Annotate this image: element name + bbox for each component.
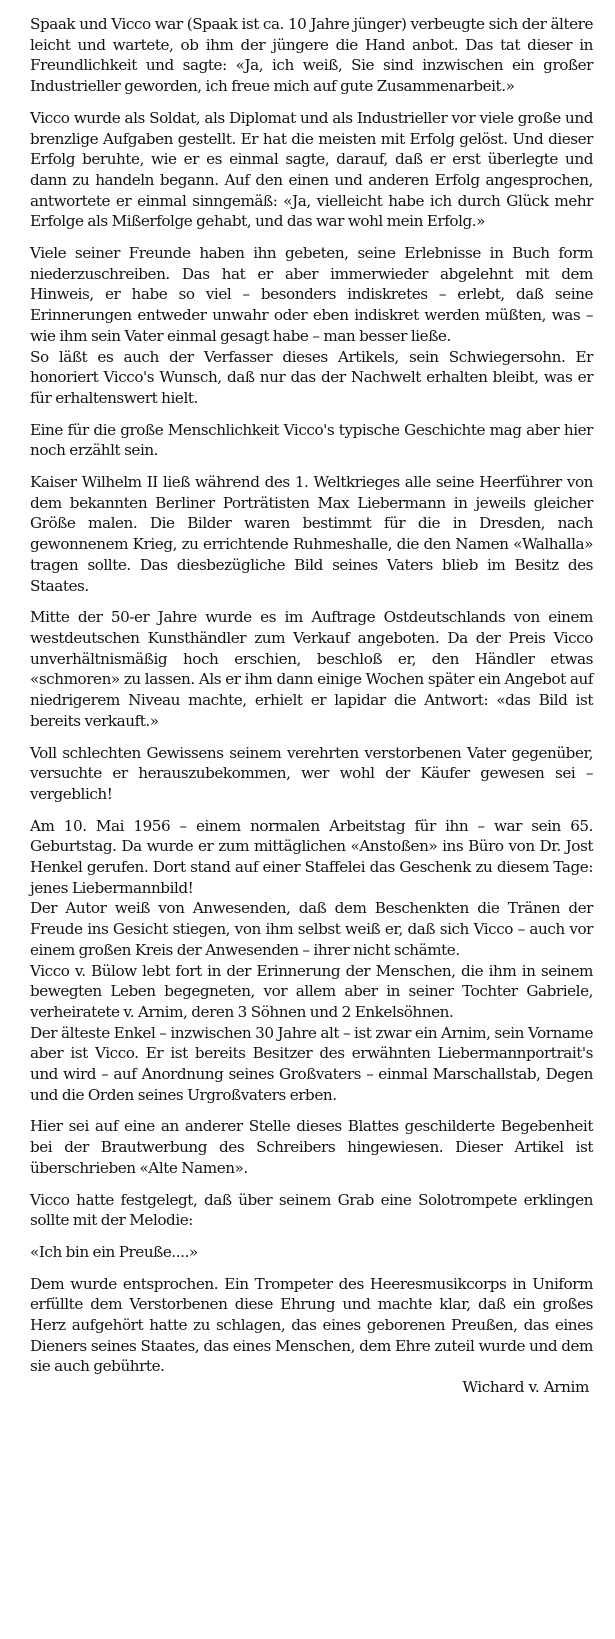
author-signature: Wichard v. Arnim xyxy=(462,1378,589,1397)
paragraph-tears-of-joy: Der Autor weiß von Anwesenden, daß dem Beschenkten die Tränen der Freude ins Gesicht stiegen, von ihm selbst weiß er, daß sich Vicco – auch vor einem großen Kreis der Anwesenden – ihrer nicht schämte. xyxy=(30,899,593,959)
paragraph-kaiser-wilhelm: Kaiser Wilhelm II ließ während des 1. Weltkrieges alle seine Heerführer von dem bekannten Berliner Porträtisten Max Liebermann in jeweils gleicher Größe malen. Die Bilder waren bestimmt für die in Dresden, nach gewonnenem Krieg, zu errichtende Ruhmeshalle, die den Namen «Walhalla» tragen sollte. Das diesbezügliche Bild seines Vaters blieb im Besitz des Staates. xyxy=(30,473,593,595)
paragraph-melody-quote: «Ich bin ein Preuße....» xyxy=(30,1242,198,1261)
paragraph-memoirs-request: Viele seiner Freunde haben ihn gebeten, seine Erlebnisse in Buch form niederzuschreiben. Das hat er aber immerwieder abgelehnt mit dem Hinweis, er habe so viel – besonders indiskretes – erlebt, daß seine Erinnerungen entweder unwahr oder eben indiskret werden müßten, was – wie ihm sein Vater einmal gesagt habe – man besser ließe. xyxy=(30,244,593,345)
paragraph-author-note: So läßt es auch der Verfasser dieses Artikels, sein Schwiegersohn. Er honoriert Vicco's Wunsch, daß nur das der Nachwelt erhalten bleibt, was er für erhaltenswert hielt. xyxy=(30,347,593,407)
paragraph-guilty-conscience: Voll schlechten Gewissens seinem verehrten verstorbenen Vater gegenüber, versuchte er herauszubekommen, wer wohl der Käufer gewesen sei – vergeblich! xyxy=(30,743,593,803)
paragraph-alte-namen-reference: Hier sei auf eine an anderer Stelle dieses Blattes geschilderte Begebenheit bei der Brautwerbung des Schreibers hingewiesen. Dieser Artikel ist überschrieben «Alte Namen». xyxy=(30,1117,593,1177)
paragraph-spaak-greeting: Spaak und Vicco war (Spaak ist ca. 10 Jahre jünger) verbeugte sich der ältere leicht und wartete, ob ihm der jüngere die Hand anbot. Das tat dieser in Freundlichkeit und sagte: «Ja, ich weiß, Sie sind inzwischen ein großer Industrieller geworden, ich freue mich auf gute Zusammenarbeit.» xyxy=(30,15,593,96)
paragraph-typical-story: Eine für die große Menschlichkeit Vicco's typische Geschichte mag aber hier noch erzählt sein. xyxy=(30,420,593,460)
paragraph-memory: Vicco v. Bülow lebt fort in der Erinnerung der Menschen, die ihm in seinem bewegten Leben begegneten, vor allem aber in seiner Tochter Gabriele, verheiratete v. Arnim, deren 3 Söhnen und 2 Enkelsöhnen. xyxy=(30,961,593,1021)
paragraph-eldest-grandson: Der älteste Enkel – inzwischen 30 Jahre alt – ist zwar ein Arnim, sein Vorname aber ist Vicco. Er ist bereits Besitzer des erwähnten Liebermannportrait's und wird – auf Anordnung seines Großvaters – einmal Marschallstab, Degen und die Orden seines Urgroßvaters erben. xyxy=(30,1023,593,1104)
paragraph-fifties-sale: Mitte der 50-er Jahre wurde es im Auftrage Ostdeutschlands von einem westdeutschen Kunsthändler zum Verkauf angeboten. Da der Preis Vicco unverhältnismäßig hoch erschien, beschloß er, den Händler etwas «schmoren» zu lassen. Als er ihm dann einige Wochen später ein Angebot auf niedrigerem Niveau machte, erhielt er lapidar die Antwort: «das Bild ist bereits verkauft.» xyxy=(30,608,593,730)
paragraph-vicco-success: Vicco wurde als Soldat, als Diplomat und als Industrieller vor viele große und brenzlige Aufgaben gestellt. Er hat die meisten mit Erfolg gelöst. Und dieser Erfolg beruhte, wie er es einmal sagte, darauf, daß er erst überlegte und dann zu handeln begann. Auf den einen und anderen Erfolg angesprochen, antwortete er einmal sinngemäß: «Ja, vielleicht habe ich durch Glück mehr Erfolge als Mißerfolge gehabt, und das war wohl mein Erfolg.» xyxy=(30,108,593,231)
paragraph-solo-trumpet: Vicco hatte festgelegt, daß über seinem Grab eine Solotrompete erklingen sollte mit der Melodie: xyxy=(30,1190,593,1230)
paragraph-birthday: Am 10. Mai 1956 – einem normalen Arbeitstag für ihn – war sein 65. Geburtstag. Da wurde er zum mittäglichen «Anstoßen» ins Büro von Dr. Jost Henkel gerufen. Dort stand auf einer Staffelei das Geschenk zu diesem Tage: jenes Liebermannbild! xyxy=(30,816,593,897)
paragraph-funeral-honor: Dem wurde entsprochen. Ein Trompeter des Heeresmusikcorps in Uniform erfüllte dem Verstorbenen diese Ehrung und machte klar, daß ein großes Herz aufgehört hatte zu schlagen, das eines geborenen Preußen, das eines Dieners seines Staates, das eines Menschen, dem Ehre zuteil wurde und dem sie auch gebührte. xyxy=(30,1274,593,1376)
